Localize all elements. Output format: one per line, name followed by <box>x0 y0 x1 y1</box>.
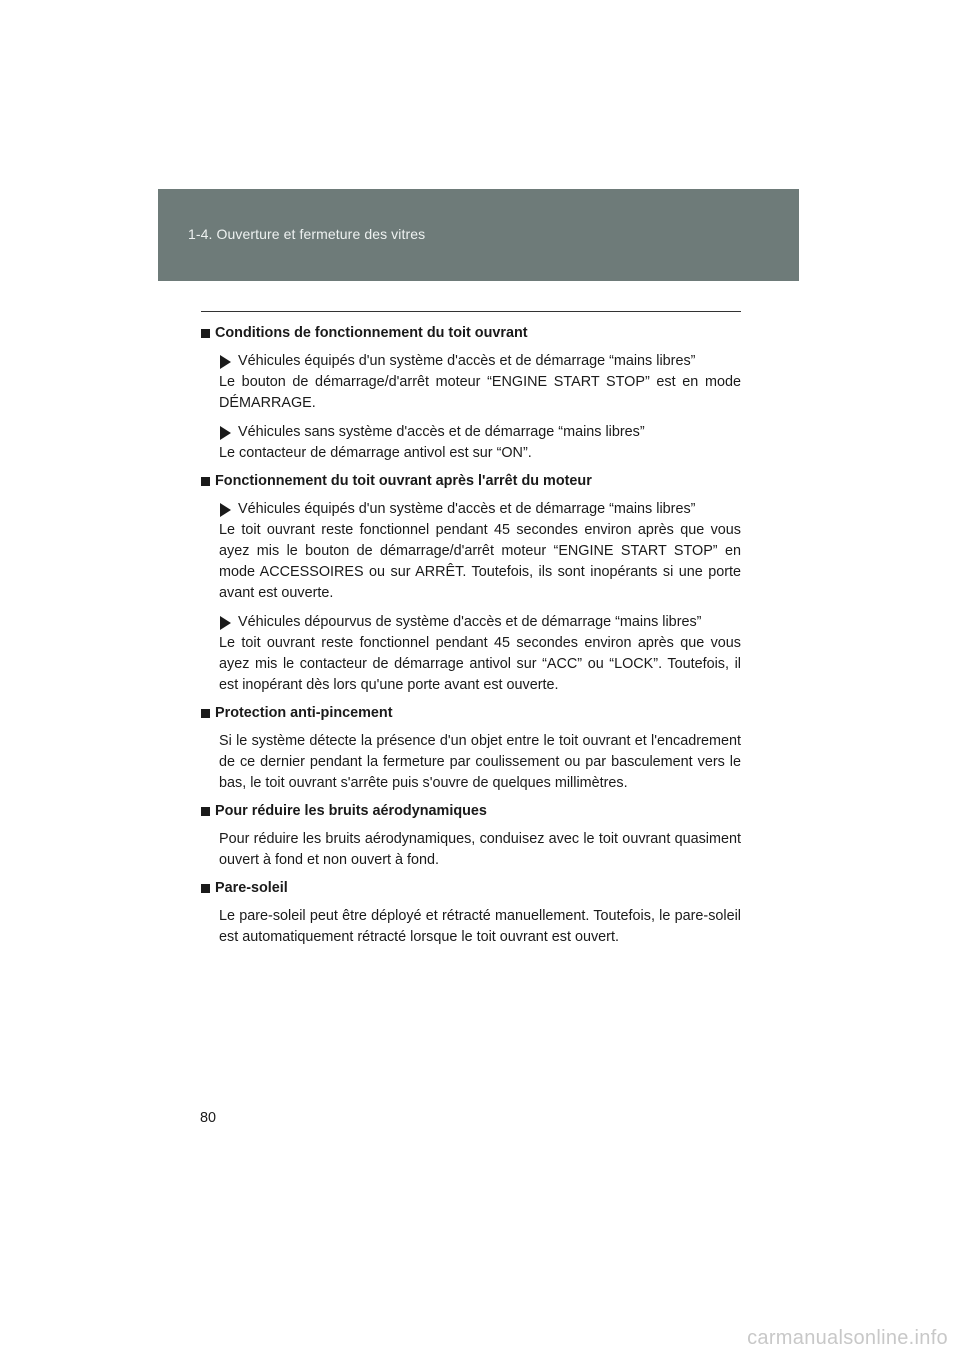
condition-line <box>219 612 741 633</box>
square-bullet-icon <box>201 329 210 338</box>
body-text: Le toit ouvrant reste fonctionnel pendant 45 secondes environ après que vous ayez mis le bouton de démarrage/d'arrêt moteur “ENGINE START STOP” en mode ACCESSOIRES ou sur ARRÊT. Toutefois, ils sont inopérants si une porte avant est ouverte. <box>219 522 741 601</box>
text-block <box>201 906 741 948</box>
page-content <box>201 324 741 956</box>
triangle-bullet-icon <box>220 355 231 369</box>
condition-line <box>219 351 741 372</box>
condition-block <box>201 422 741 464</box>
section-heading <box>201 879 741 898</box>
square-bullet-icon <box>201 884 210 893</box>
body-text: Le contacteur de démarrage antivol est sur “ON”. <box>219 445 532 461</box>
section-sunshade <box>201 879 741 948</box>
page-number: 80 <box>200 1110 217 1126</box>
body-text: Si le système détecte la présence d'un objet entre le toit ouvrant et l'encadrement de ce dernier pendant la fermeture par coulissement ou par basculement vers le bas, le toit ouvrant s'arrête puis s'ouvre de quelques millimètres. <box>219 733 741 791</box>
triangle-bullet-icon <box>220 616 231 630</box>
square-bullet-icon <box>201 477 210 486</box>
triangle-bullet-icon <box>220 426 231 440</box>
header-rule <box>201 311 741 312</box>
chapter-section-title: 1-4. Ouverture et fermeture des vitres <box>188 226 426 242</box>
section-heading-text: Fonctionnement du toit ouvrant après l'arrêt du moteur <box>215 473 592 489</box>
triangle-bullet-icon <box>220 503 231 517</box>
chapter-header-band <box>158 189 799 281</box>
condition-block <box>201 499 741 604</box>
section-heading-text: Pare-soleil <box>215 880 288 896</box>
section-heading <box>201 472 741 491</box>
section-heading <box>201 704 741 723</box>
body-text: Pour réduire les bruits aérodynamiques, conduisez avec le toit ouvrant quasiment ouvert à fond et non ouvert à fond. <box>219 831 741 868</box>
watermark: carmanualsonline.info <box>747 1327 948 1349</box>
text-block <box>201 731 741 794</box>
section-heading-text: Protection anti-pincement <box>215 705 393 721</box>
condition-text: Véhicules dépourvus de système d'accès et de démarrage “mains libres” <box>238 614 702 630</box>
text-block <box>201 829 741 871</box>
condition-block <box>201 351 741 414</box>
square-bullet-icon <box>201 709 210 718</box>
condition-text: Véhicules équipés d'un système d'accès et de démarrage “mains libres” <box>238 353 696 369</box>
section-heading-text: Pour réduire les bruits aérodynamiques <box>215 803 487 819</box>
section-conditions <box>201 324 741 464</box>
body-text: Le toit ouvrant reste fonctionnel pendant 45 secondes environ après que vous ayez mis le contacteur de démarrage antivol sur “ACC” ou “LOCK”. Toutefois, il est inopérant dès lors qu'une porte avant est ouverte. <box>219 635 741 693</box>
condition-line <box>219 422 741 443</box>
section-wind-noise <box>201 802 741 871</box>
condition-text: Véhicules sans système d'accès et de démarrage “mains libres” <box>238 424 645 440</box>
section-heading <box>201 324 741 343</box>
body-text: Le pare-soleil peut être déployé et rétracté manuellement. Toutefois, le pare-soleil est automatiquement rétracté lorsque le toit ouvrant est ouvert. <box>219 908 741 945</box>
section-heading <box>201 802 741 821</box>
section-after-engine-stop <box>201 472 741 696</box>
condition-text: Véhicules équipés d'un système d'accès et de démarrage “mains libres” <box>238 501 696 517</box>
square-bullet-icon <box>201 807 210 816</box>
condition-line <box>219 499 741 520</box>
section-heading-text: Conditions de fonctionnement du toit ouvrant <box>215 325 528 341</box>
section-anti-pinch <box>201 704 741 794</box>
condition-block <box>201 612 741 696</box>
body-text: Le bouton de démarrage/d'arrêt moteur “ENGINE START STOP” est en mode DÉMARRAGE. <box>219 374 741 411</box>
